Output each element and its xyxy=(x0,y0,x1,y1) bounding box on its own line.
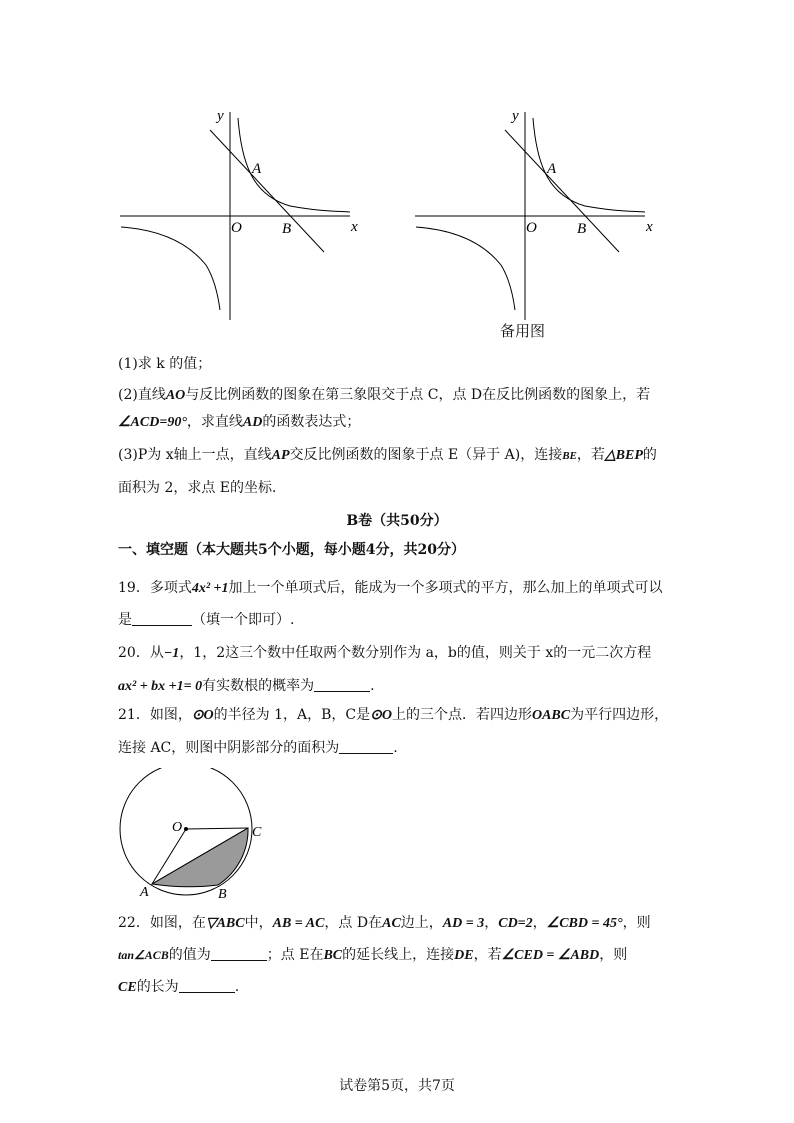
circle-figure xyxy=(116,768,276,903)
q22-answer-blank-1[interactable] xyxy=(211,946,267,961)
q19-answer-blank[interactable] xyxy=(132,611,192,626)
backup-figure-caption: 备用图 xyxy=(500,322,546,340)
q20-line1: 20．从−1，1，2这三个数中任取两个数分别作为 a，b的值，则关于 x的一元二次方程 xyxy=(118,645,652,661)
q18-part3-line2: 面积为 2，求点 E的坐标． xyxy=(118,480,287,496)
q22-answer-blank-2[interactable] xyxy=(179,978,235,993)
line-ab xyxy=(210,130,324,252)
center-dot xyxy=(184,827,188,831)
q22-line2: tan∠ACB的值为 ；点 E在BC的延长线上，连接DE，若∠CED = ∠ABD，则 xyxy=(118,947,628,963)
label-o: O xyxy=(231,220,242,236)
line-ab xyxy=(505,130,619,252)
label-c: C xyxy=(252,825,262,840)
label-a: A xyxy=(547,161,557,177)
q20-answer-blank[interactable] xyxy=(314,677,370,692)
hyperbola-branch-q3 xyxy=(416,227,515,310)
q22-line1: 22．如图，在▽ABC中，AB = AC，点 D在AC边上，AD = 3，CD=2，∠CBD = 45°，则 xyxy=(118,915,651,931)
q18-part1: (1)求 k 的值； xyxy=(118,356,212,372)
q22-line3: CE的长为 . xyxy=(118,979,240,995)
q18-part2-line1: (2)直线AO与反比例函数的图象在第三象限交于点 C，点 D在反比例函数的图象上，若 xyxy=(118,387,651,403)
label-a: A xyxy=(140,885,149,900)
q18-part3-line1: (3)P为 x轴上一点，直线AP交反比例函数的图象于点 E（异于 A)，连接BE，若△BEP的 xyxy=(118,447,657,463)
label-b: B xyxy=(282,221,292,237)
label-b: B xyxy=(577,221,587,237)
label-x: x xyxy=(351,219,358,235)
segment-oc xyxy=(186,828,248,829)
page-footer: 试卷第5页，共7页 xyxy=(339,1078,455,1094)
q21-line2: 连接 AC，则图中阴影部分的面积为 . xyxy=(118,740,398,756)
label-x: x xyxy=(646,219,653,235)
section-b-title: B卷（共50分） xyxy=(346,513,448,529)
label-a: A xyxy=(252,161,262,177)
label-o: O xyxy=(526,220,537,236)
graph-figure-right xyxy=(413,100,658,322)
graph-figure-left xyxy=(118,100,363,322)
hyperbola-branch-q3 xyxy=(121,227,220,310)
label-o: O xyxy=(172,820,183,835)
label-y: y xyxy=(217,108,224,124)
label-b: B xyxy=(218,887,227,902)
q20-line2: ax² + bx +1= 0有实数根的概率为 . xyxy=(118,678,375,694)
q21-answer-blank[interactable] xyxy=(339,739,393,754)
q19-line1: 19．多项式4x² +1加上一个单项式后，能成为一个多项式的平方，那么加上的单项式可以 xyxy=(118,580,663,596)
q18-part2-line2: ∠ACD=90°，求直线AD的函数表达式； xyxy=(118,414,361,430)
q19-line2: 是 （填一个即可）. xyxy=(118,612,295,628)
section-b-part1-heading: 一、填空题（本大题共5个小题，每小题4分，共20分） xyxy=(118,542,465,558)
label-y: y xyxy=(512,108,519,124)
q21-line1: 21．如图，⊙O的半径为 1，A，B，C是⊙O上的三个点．若四边形OABC为平行四边形， xyxy=(118,707,669,723)
